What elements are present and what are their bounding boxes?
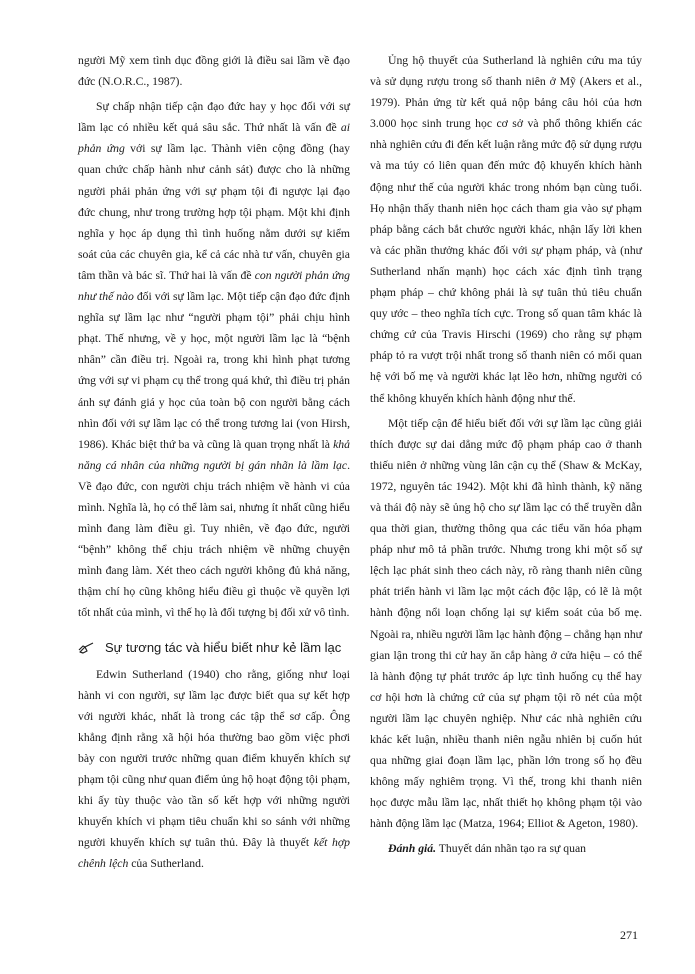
pointing-hand-icon — [78, 641, 95, 655]
italic-term: sự — [531, 243, 543, 257]
paragraph — [78, 50, 350, 92]
paragraph — [370, 838, 642, 859]
paragraph — [370, 50, 642, 409]
text-run: Một tiếp cận để hiểu biết đối với sự lầm lạc cũng giải thích được sự dai dẳng mức độ phạm pháp cao ở thanh thiếu niên ở những vùng lân cận cụ thể (Shaw & McKay, 1972, nguyên tác 1942). Một khi đã hình thành, kỹ năng và thái độ này sẽ ủng hộ cho — [370, 416, 642, 514]
section-heading-text: Sự tương tác và hiểu biết như kẻ lầm lạc — [105, 639, 342, 655]
text-run: Thuyết dán nhãn tạo ra sự quan — [436, 842, 586, 856]
text-run: người Mỹ xem tình dục đồng giới là điều sai lầm về đạo đức (N.O.R.C., 1987). — [78, 54, 350, 89]
italic-term: sự — [508, 500, 520, 514]
page-number: 271 — [620, 928, 638, 942]
italic-term: khả năng cá nhân của những người bị gán nhãn là lầm lạc — [78, 437, 350, 472]
text-run: Ủng hộ thuyết của Sutherland là nghiên cứu ma túy và sử dụng rượu trong số thanh niên ở Mỹ (Akers et al., 1979). Phản ứng từ kết quả nộp bảng câu hỏi của hơn 3.000 học sinh trung học cơ sở và phổ thông khiến các nhà nghiên cứu đi đến kết luận rằng mức độ sử dụng rượu và ma túy có liên quan đến mức độ khuyến khích hành động như thế của người khác trong nhóm bạn cùng tuổi. Họ nhận thấy thanh niên học cách tham gia vào sự phạm pháp bằng cách bắt chước người khác, nhận lấy lời khen và các phần thưởng khác đối với — [370, 54, 642, 257]
italic-term: kết hợp chênh lệch — [78, 836, 350, 871]
paragraph — [370, 413, 642, 835]
text-run: . Về đạo đức, con người chịu trách nhiệm về hành vi của mình. Nghĩa là, họ có thể làm sai, nhưng ít nhất cũng hiểu mình đang làm điều gì. Tuy nhiên, về đạo đức, người “bệnh” không thể chịu trách nhiệm về những chuyện mình đang làm. Xét theo cách người không đủ khả năng, thậm chí họ cũng không hiểu điều gì thuộc về quyền lợi tốt nhất của mình, vì thế họ là đối tượng bị đối xử vô tình. — [78, 458, 350, 620]
left-column — [78, 50, 350, 874]
section-heading — [78, 638, 350, 658]
bold-italic-label: Đánh giá. — [388, 842, 437, 856]
paragraph — [78, 664, 350, 875]
right-column — [370, 50, 642, 860]
italic-term: ai phản ứng — [78, 121, 350, 156]
text-run: phạm pháp, và (như Sutherland nhấn mạnh) học cách xác định tình trạng phạm pháp – chứ không phải là sự tuân thủ tiêu chuẩn quy ước – theo nghĩa tích cực. Trong số quan tâm khác là chứng cứ của Travis Hirschi (1969) cho rằng sự phạm pháp tỏ ra vượt trội nhất trong số thanh niên có mối quan hệ với bố mẹ và người khác lạt lẽo hơn, những người có thể không khuyến khích hành động như thế. — [370, 243, 643, 405]
text-run: của Sutherland. — [128, 857, 204, 871]
text-run: đối với sự lầm lạc. Một tiếp cận đạo đức định nghĩa sự lầm lạc như “người phạm tội” phải chịu hình phạt. Thế nhưng, về y học, một người lầm lạc là “bệnh nhân” cần điều trị. Ngoài ra, trong khi hình phạt tương ứng với sự vi phạm cụ thể trong quá khứ, thì điều trị phản ánh sự đánh giá y học của toàn bộ con người bằng cách nhìn đối với sự lầm lạc có thể trong tương lai (von Hirsh, 1986). Khác biệt thứ ba và cũng là quan trọng nhất là — [78, 290, 351, 451]
paragraph — [78, 96, 350, 623]
text-run: Sự chấp nhận tiếp cận đạo đức hay y học đối với sự lầm lạc có nhiều kết quả sâu sắc. Thứ nhất là vấn đề — [78, 100, 350, 135]
text-run: với sự lầm lạc. Thành viên cộng đồng (hay quan chức chấp hành như cảnh sát) được cho là những người phải phản ứng với sự phạm tội đi ngược lại đạo đức chung, như trong trường hợp tội phạm. Một khi định nghĩa y học áp dụng thì tình huống nằm dưới sự kiểm soát của các chuyên gia, kể cả các nhà tư vấn, chuyên gia tâm thần và bác sĩ. Thứ hai là vấn đề — [78, 142, 350, 282]
text-run: lầm lạc có thể truyền dẫn qua thời gian, thường thông qua các tiểu văn hóa phạm pháp như mô tả phần trước. Nhưng trong khi một số sự lệch lạc phát sinh theo cách này, rõ ràng thanh niên cũng phát triển hành vi lầm lạc một cách độc lập, có lẽ là một hành động nổi loạn chống lại sự kiểm soát của bố mẹ. Ngoài ra, nhiều người lầm lạc hành động – chẳng hạn như gian lận trong thi cử hay ăn cắp hàng ở cửa hiệu – có thể là hành động tự phát trước áp lực tình huống cụ thể hay cơ hội hơn là chứng cứ của sự phạm tội rõ nét của một người lầm lạc chuyên nghiệp. Như các nhà nghiên cứu khác kết luận, nhiều thanh niên ngẫu nhiên bị cuốn hút qua những giai đoạn lầm lạc, phần lớn trong số họ đều không mấy nghiêm trọng. Vì thế, trong khi thanh niên học được mẫu lầm lạc, nhất thiết họ không phạm tội vào hành động lầm lạc (Matza, 1964; Elliot & Ageton, 1980). — [370, 500, 643, 831]
text-run: Edwin Sutherland (1940) cho rằng, giống như loại hành vi con người, sự lầm lạc được biết qua sự kết hợp với người khác, nhất là trong các tập thể sơ cấp. Ông khẳng định rằng xã hội hóa thường bao gồm việc phơi bày con người trước những quan điểm khuyến khích sự phạm tội cũng như quan điểm ủng hộ hoạt động tội phạm, khi ấy tùy thuộc vào tần số kết hợp với những người khuyến khích vi phạm tiêu chuẩn khi so sánh với những người khuyến khích sự tuân thủ. Đây là thuyết — [78, 667, 350, 850]
italic-term: con người phản ứng như thế nào — [78, 268, 351, 304]
